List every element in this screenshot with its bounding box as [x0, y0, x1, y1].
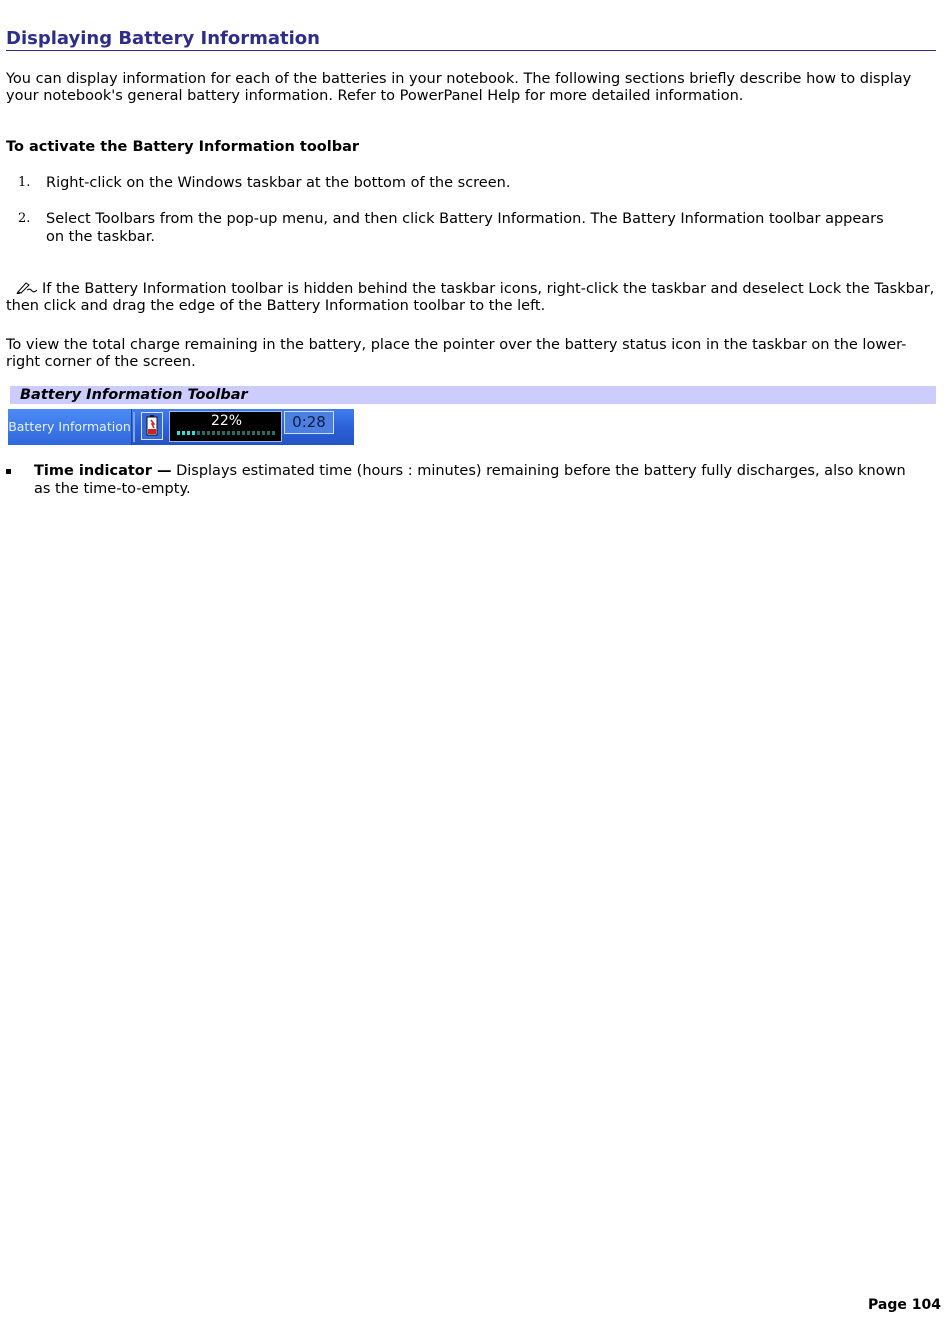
steps-list [6, 174, 906, 246]
charge-level-bar [177, 431, 275, 435]
charge-segment [252, 431, 255, 435]
charge-segment [207, 431, 210, 435]
toolbar-grip-handle[interactable] [133, 412, 135, 442]
step-text: Right-click on the Windows taskbar at the bottom of the screen. [46, 175, 511, 191]
bullet-term: Time indicator — [34, 463, 172, 479]
charge-segment [247, 431, 250, 435]
charge-segment [272, 431, 275, 435]
charge-segment [177, 431, 180, 435]
charge-segment [227, 431, 230, 435]
figure-caption: Battery Information Toolbar [10, 386, 936, 404]
charge-segment [267, 431, 270, 435]
battery-status-icon[interactable] [141, 412, 163, 440]
charge-segment [212, 431, 215, 435]
battery-information-toolbar[interactable] [8, 409, 354, 445]
activate-heading: To activate the Battery Information toolbar [6, 139, 360, 155]
intro-paragraph: You can display information for each of the batteries in your notebook. The following sections briefly describe how to display your notebook's general battery information. Refer to PowerPanel Help for more detailed information. [6, 71, 912, 104]
page-title: Displaying Battery Information [6, 28, 936, 51]
charge-segment [242, 431, 245, 435]
charge-segment [222, 431, 225, 435]
charge-segment [257, 431, 260, 435]
charge-segment [232, 431, 235, 435]
charge-segment [182, 431, 185, 435]
charge-segment [262, 431, 265, 435]
charge-segment [202, 431, 205, 435]
step-number: 2. [18, 211, 31, 226]
list-item [6, 462, 906, 498]
bullet-text: Displays estimated time (hours : minutes) remaining before the battery fully discharges, also known as the time-to-empty. [34, 463, 906, 497]
note-paragraph [6, 280, 936, 315]
bullet-list [6, 462, 906, 498]
page-number: Page 104 [868, 1297, 941, 1313]
note-text: If the Battery Information toolbar is hidden behind the taskbar icons, right-click the taskbar and deselect Lock the Taskbar, then click and drag the edge of the Battery Information toolbar to the left. [6, 281, 935, 314]
list-item [6, 210, 906, 246]
charge-segment [217, 431, 220, 435]
bullet-square-icon [6, 469, 11, 474]
step-number: 1. [18, 175, 31, 190]
note-pencil-icon [16, 280, 38, 294]
view-charge-paragraph: To view the total charge remaining in the battery, place the pointer over the battery status icon in the taskbar on the lower-right corner of the screen. [6, 337, 907, 370]
charge-segment [187, 431, 190, 435]
charge-segment [192, 431, 195, 435]
charge-segment [237, 431, 240, 435]
charge-segment [197, 431, 200, 435]
toolbar-label[interactable]: Battery Information [8, 409, 132, 445]
time-indicator[interactable]: 0:28 [284, 411, 334, 434]
charge-meter [169, 411, 282, 442]
charge-percent: 22% [210, 413, 243, 429]
list-item [6, 174, 906, 192]
step-text: Select Toolbars from the pop-up menu, and then click Battery Information. The Battery Information toolbar appears on the taskbar. [46, 211, 884, 245]
